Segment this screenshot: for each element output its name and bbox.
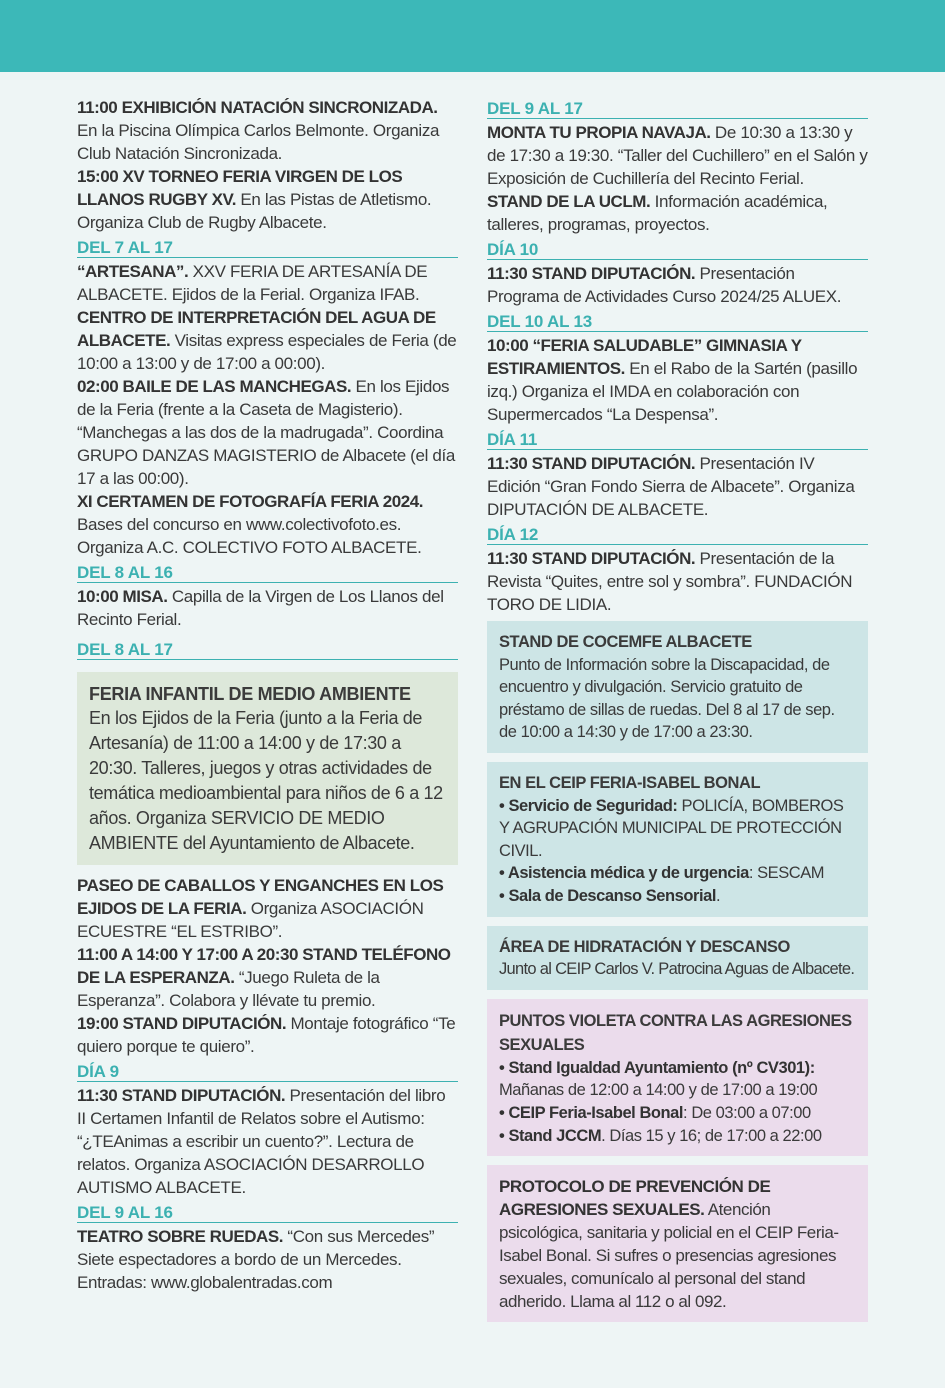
box-title: STAND DE COCEMFE ALBACETE [499,633,752,651]
date-heading: DÍA 10 [487,239,868,260]
event-hope-phone [77,943,458,1012]
event-healthy-fair [487,334,868,426]
event-title: MONTA TU PROPIA NAVAJA. [487,123,711,142]
date-heading: DEL 7 AL 17 [77,237,458,258]
ceip-services-box [487,762,868,917]
protocol-paragraph [499,1175,856,1313]
bullet-label: • Stand Igualdad Ayuntamiento (nº CV301): [499,1058,815,1077]
box-title: PROTOCOLO DE PREVENCIÓN DE AGRESIONES SEXUALES. [499,1177,771,1220]
bullet-ceip [499,1102,856,1125]
date-heading: DEL 8 AL 17 [77,639,458,660]
violet-points-box [487,999,868,1156]
bullet-jccm [499,1125,856,1148]
event-rugby [77,165,458,234]
date-heading: DÍA 9 [77,1061,458,1082]
event-manchegas [77,375,458,490]
event-title: 11:30 STAND DIPUTACIÓN. [77,1086,286,1105]
event-text: Presentación del libro II Certamen Infantil de Relatos sobre el Autismo: “¿TEAnimas a escribir un cuento?”. Lectura de relatos. Organiza ASOCIACIÓN DESARROLLO AUTISMO ALBACETE. [77,1086,446,1197]
box-text: Atención psicológica, sanitaria y policial en el CEIP Feria-Isabel Bonal. Si sufres o presencias agresiones sexuales, comunícalo al personal del stand adherido. Llama al 112 o al 092. [499,1200,839,1312]
event-water-center [77,306,458,375]
bullet-label: • CEIP Feria-Isabel Bonal [499,1103,684,1122]
event-artesana [77,260,458,306]
bullet-label: • Stand JCCM [499,1126,602,1145]
event-uclm [487,190,868,236]
bullet-medical [499,862,856,885]
event-photo-contest [77,490,458,559]
event-title: 10:00 “FERIA SALUDABLE” GIMNASIA Y ESTIRAMIENTOS. [487,336,802,378]
event-text: En las Pistas de Atletismo. Organiza Club de Rugby Albacete. [77,190,432,232]
box-text: Junto al CEIP Carlos V. Patrocina Aguas de Albacete. [499,960,855,979]
box-title: EN EL CEIP FERIA-ISABEL BONAL [499,773,761,792]
bullet-text: . [715,886,721,905]
event-text: “Con sus Mercedes” Siete espectadores a bordo de un Mercedes. Entradas: www.globalentradas.com [77,1227,435,1292]
event-text: Presentación de la Revista “Quites, entre sol y sombra”. FUNDACIÓN TORO DE LIDIA. [487,549,853,614]
date-heading: DÍA 11 [487,429,868,450]
event-title: 11:30 STAND DIPUTACIÓN. [487,264,696,283]
event-text: En los Ejidos de la Feria (frente a la Caseta de Magisterio). “Manchegas a las dos de la madrugada”. Coordina GRUPO DANZAS MAGISTERIO de Albacete (el día 17 a las 00:00). [77,377,455,488]
date-heading: DEL 9 AL 17 [487,98,868,119]
event-theatre [77,1225,458,1294]
event-text: Presentación IV Edición “Gran Fondo Sierra de Albacete”. Organiza DIPUTACIÓN DE ALBACETE. [487,454,855,519]
bullet-text: POLICÍA, BOMBEROS Y AGRUPACIÓN MUNICIPAL DE PROTECCIÓN CIVIL. [499,796,844,860]
event-photo-montage [77,1012,458,1058]
event-title: TEATRO SOBRE RUEDAS. [77,1227,284,1246]
bullet-sensory [499,885,856,908]
box-title: PUNTOS VIOLETA CONTRA LAS AGRESIONES SEXUALES [499,1011,852,1054]
box-title: FERIA INFANTIL DE MEDIO AMBIENTE [89,684,411,704]
event-text: Organiza ASOCIACIÓN ECUESTRE “EL ESTRIBO”. [77,899,424,941]
event-title: 11:00 A 14:00 Y 17:00 A 20:30 STAND TELÉFONO DE LA ESPERANZA. [77,945,451,987]
event-sync-swimming [77,96,458,165]
event-mass [77,585,458,631]
bullet-security [499,795,856,863]
bullet-label: • Servicio de Seguridad: [499,796,678,815]
event-title: 19:00 STAND DIPUTACIÓN. [77,1014,287,1033]
event-text: Montaje fotográfico “Te quiero porque te quiero”. [77,1014,456,1056]
bullet-label: • Asistencia médica y de urgencia [499,864,749,883]
event-title: XI CERTAMEN DE FOTOGRAFÍA FERIA 2024. [77,492,424,511]
event-text: Presentación Programa de Actividades Curso 2024/25 ALUEX. [487,264,842,306]
event-aluex [487,262,868,308]
event-title: 10:00 MISA. [77,587,168,606]
event-horses [77,874,458,943]
event-gran-fondo [487,452,868,521]
event-title: PASEO DE CABALLOS Y ENGANCHES EN LOS EJIDOS DE LA FERIA. [77,876,444,918]
event-title: 11:30 STAND DIPUTACIÓN. [487,454,696,473]
box-title: ÁREA DE HIDRATACIÓN Y DESCANSO [499,937,790,956]
event-text: Visitas express especiales de Feria (de 10:00 a 13:00 y de 17:00 a 00:00). [77,331,457,373]
cocemfe-box [487,621,868,753]
event-text: En la Piscina Olímpica Carlos Belmonte. Organiza Club Natación Sincronizada. [77,121,440,163]
event-title: 15:00 XV TORNEO FERIA VIRGEN DE LOS LLANOS RUGBY XV. [77,167,403,209]
event-text: XXV FERIA DE ARTESANÍA DE ALBACETE. Ejidos de la Ferial. Organiza IFAB. [77,262,428,304]
event-text: Capilla de la Virgen de Los Llanos del Recinto Ferial. [77,587,444,629]
event-title: STAND DE LA UCLM. [487,192,651,211]
right-column [487,96,868,1331]
bullet-text: . Días 15 y 16; de 17:00 a 22:00 [601,1126,822,1145]
bullet-text: : De 03:00 a 07:00 [683,1103,811,1122]
bullet-label: • Sala de Descanso Sensorial [499,886,716,905]
event-title: CENTRO DE INTERPRETACIÓN DEL AGUA DE ALBACETE. [77,308,436,350]
header-band [0,0,945,72]
event-text: “Juego Ruleta de la Esperanza”. Colabora y llévate tu premio. [77,968,380,1010]
bullet-text: Mañanas de 12:00 a 14:00 y de 17:00 a 19:00 [499,1081,818,1100]
box-text: En los Ejidos de la Feria (junto a la Feria de Artesanía) de 11:00 a 14:00 y de 17:30 a 20:30. Talleres, juegos y otras actividades de temática medioambiental para niños de 6 a 12 años. Organiza SERVICIO DE MEDIO AMBIENTE del Ayuntamiento de Albacete. [89,708,443,853]
event-title: “ARTESANA”. [77,262,189,281]
left-column [77,96,458,1294]
event-quites [487,547,868,616]
event-title: 11:30 STAND DIPUTACIÓN. [487,549,696,568]
event-title: 02:00 BAILE DE LAS MANCHEGAS. [77,377,352,396]
event-autism-book [77,1084,458,1199]
date-heading: DÍA 12 [487,524,868,545]
event-text: Bases del concurso en www.colectivofoto.es. Organiza A.C. COLECTIVO FOTO ALBACETE. [77,515,422,557]
event-text: De 10:30 a 13:30 y de 17:30 a 19:30. “Taller del Cuchillero” en el Salón y Exposición de Cuchillería del Recinto Ferial. [487,123,868,188]
prevention-protocol-box [487,1165,868,1322]
event-text: Información académica, talleres, programas, proyectos. [487,192,828,234]
date-heading: DEL 10 AL 13 [487,311,868,332]
box-text: Punto de Información sobre la Discapacidad, de encuentro y divulgación. Servicio gratuito de préstamo de sillas de ruedas. Del 8 al 17 de sep. de 10:00 a 14:30 y de 17:00 a 23:30. [499,655,835,742]
hydration-box [487,926,868,990]
environment-fair-box [77,672,458,865]
event-title: 11:00 EXHIBICIÓN NATACIÓN SINCRONIZADA. [77,98,438,117]
date-heading: DEL 9 AL 16 [77,1202,458,1223]
event-knife [487,121,868,190]
bullet-igualdad [499,1057,856,1102]
bullet-text: : SESCAM [748,864,825,883]
date-heading: DEL 8 AL 16 [77,562,458,583]
event-text: En el Rabo de la Sartén (pasillo izq.) Organiza el IMDA en colaboración con Supermercados “La Despensa”. [487,359,858,424]
